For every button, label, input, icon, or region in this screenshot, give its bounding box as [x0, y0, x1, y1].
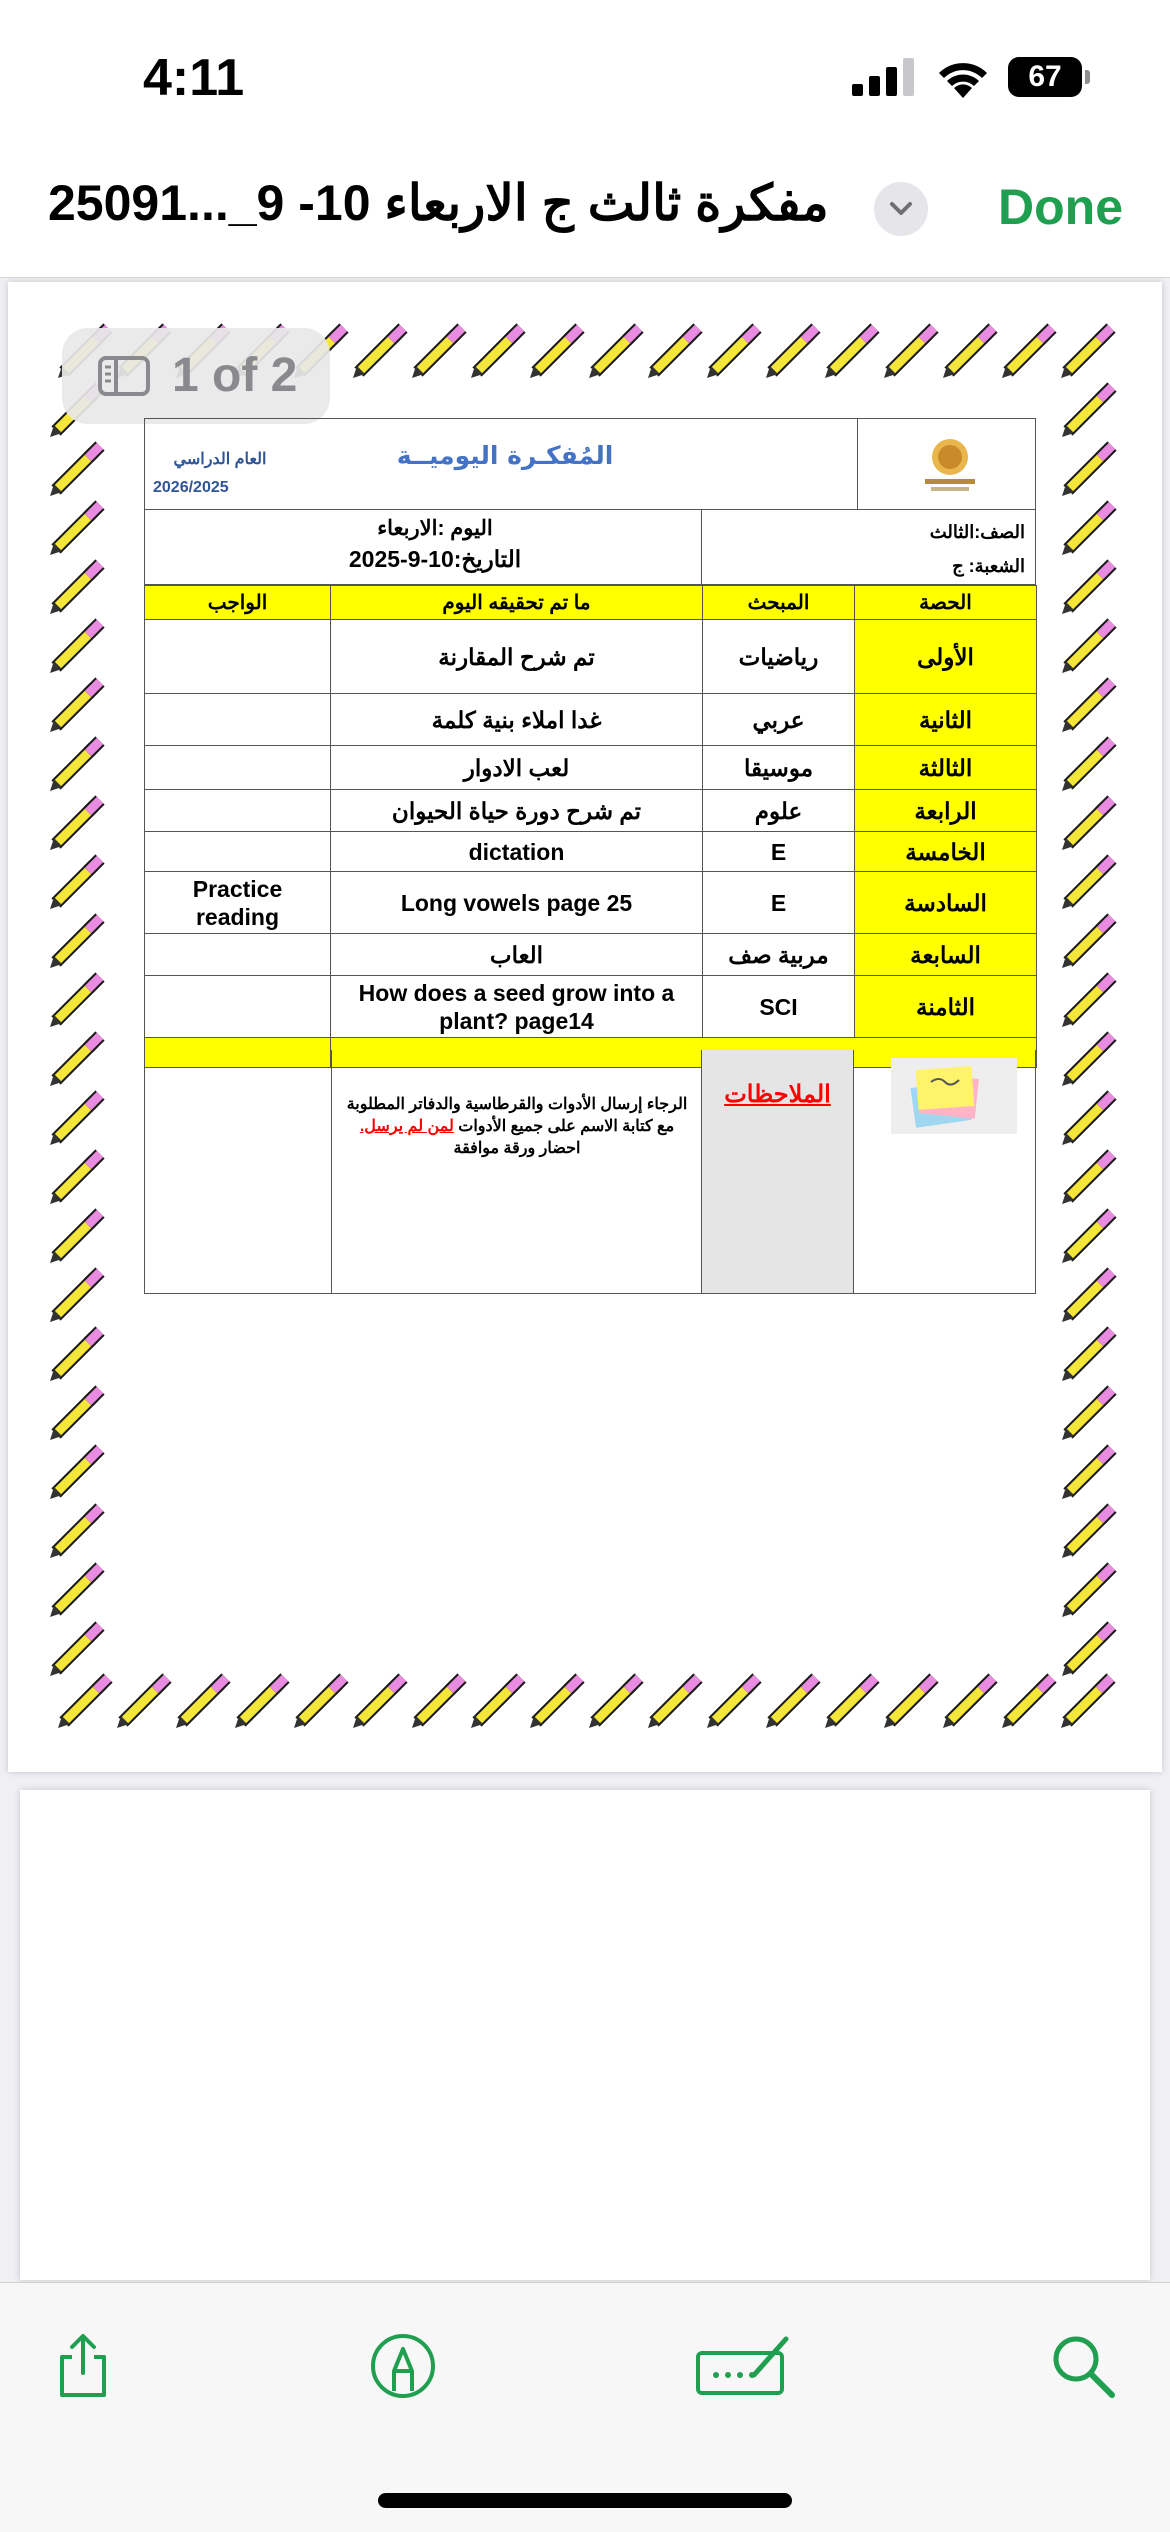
table-row: [145, 832, 1037, 872]
title-menu-button[interactable]: [874, 182, 928, 236]
nav-bar: [0, 150, 1170, 278]
done-cell: لعب الادوار: [331, 746, 703, 790]
pencil-decoration: [1060, 853, 1118, 911]
pencil-decoration: [1060, 1561, 1118, 1619]
school-logo: [905, 429, 995, 499]
notes-divider: [331, 1050, 332, 1293]
pencil-decoration: [1059, 1672, 1117, 1730]
table-row: [145, 934, 1037, 976]
home-indicator: [378, 2493, 792, 2508]
done-button[interactable]: Done: [998, 179, 1123, 235]
table-row: [145, 746, 1037, 790]
pencil-decoration: [1060, 794, 1118, 852]
bottom-toolbar: [0, 2282, 1170, 2532]
battery-tip: [1085, 70, 1090, 84]
pencil-decoration: [48, 794, 106, 852]
academic-year-label: العام الدراسي: [173, 451, 267, 468]
page-indicator[interactable]: [62, 328, 330, 424]
table-row: [145, 976, 1037, 1038]
column-header-subject: المبحث: [703, 586, 855, 620]
done-cell: تم شرح دورة حياة الحيوان: [331, 790, 703, 832]
planner-header: [144, 418, 1036, 510]
subject-cell: علوم: [703, 790, 855, 832]
table-row: [145, 620, 1037, 694]
battery-icon: [1008, 57, 1090, 97]
notes-text: [341, 1094, 693, 1160]
pencil-decoration: [48, 1443, 106, 1501]
pencil-decoration: [705, 322, 763, 380]
subject-cell: E: [703, 832, 855, 872]
pencil-decoration: [410, 1672, 468, 1730]
signature-icon[interactable]: [694, 2331, 794, 2401]
pencil-decoration: [882, 322, 940, 380]
schedule-table: [144, 585, 1037, 1068]
sticky-notes-image: [891, 1058, 1017, 1134]
pencil-decoration: [48, 1148, 106, 1206]
pencil-decoration: [823, 322, 881, 380]
academic-year: 2026/2025: [153, 479, 229, 496]
pencil-decoration: [1060, 912, 1118, 970]
pencil-decoration: [48, 1207, 106, 1265]
done-cell: العاب: [331, 934, 703, 976]
period-cell: الخامسة: [855, 832, 1037, 872]
pencil-decoration: [48, 676, 106, 734]
pencil-decoration: [1060, 499, 1118, 557]
pencil-decoration: [528, 1672, 586, 1730]
pencil-decoration: [1060, 1443, 1118, 1501]
period-cell: الرابعة: [855, 790, 1037, 832]
pencil-decoration: [48, 735, 106, 793]
pencil-decoration: [1060, 735, 1118, 793]
pencil-decoration: [48, 912, 106, 970]
homework-cell: [145, 790, 331, 832]
pencil-decoration: [1060, 1266, 1118, 1324]
pencil-decoration: [48, 1384, 106, 1442]
pencil-decoration: [1060, 381, 1118, 439]
daily-planner-document: [144, 418, 1036, 1312]
pencil-decoration: [351, 322, 409, 380]
page-count: 1 of 2: [172, 349, 298, 402]
pencil-decoration: [1000, 1672, 1058, 1730]
pencil-decoration: [233, 1672, 291, 1730]
pencil-decoration: [48, 440, 106, 498]
pencil-decoration: [646, 322, 704, 380]
pencil-decoration: [1060, 617, 1118, 675]
pencil-decoration: [1060, 1620, 1118, 1678]
period-cell: السادسة: [855, 872, 1037, 934]
date-label: التاريخ:10-9-2025: [348, 546, 522, 572]
pencil-decoration: [48, 1030, 106, 1088]
pencil-decoration: [587, 1672, 645, 1730]
pencil-decoration: [351, 1672, 409, 1730]
pencil-decoration: [56, 1672, 114, 1730]
subject-cell: عربي: [703, 694, 855, 746]
table-row: [145, 694, 1037, 746]
section-label: الشعبة: ج: [952, 556, 1025, 576]
pencil-decoration: [1059, 322, 1117, 380]
pencil-decoration: [469, 322, 527, 380]
done-cell: How does a seed grow into a plant? page14: [331, 976, 703, 1038]
pencil-decoration: [48, 853, 106, 911]
pencil-decoration: [528, 322, 586, 380]
pencil-decoration: [941, 322, 999, 380]
pencil-decoration: [1060, 440, 1118, 498]
document-viewer[interactable]: [0, 278, 1170, 2282]
done-cell: dictation: [331, 832, 703, 872]
pencil-decoration: [705, 1672, 763, 1730]
day-label: اليوم :الاربعاء: [377, 517, 493, 540]
pdf-page-2: [20, 1790, 1150, 2280]
pencil-decoration: [646, 1672, 704, 1730]
pencil-decoration: [764, 1672, 822, 1730]
pencil-decoration: [1060, 1207, 1118, 1265]
signal-icon: [852, 58, 914, 96]
notes-label: الملاحظات: [724, 1081, 831, 1108]
pencil-decoration: [48, 1620, 106, 1678]
sidebar-icon: [98, 356, 150, 396]
wifi-icon: [936, 56, 990, 98]
period-cell: الثالثة: [855, 746, 1037, 790]
pencil-decoration: [48, 1502, 106, 1560]
class-label: الصف:الثالث: [929, 522, 1025, 542]
pencil-decoration: [48, 1089, 106, 1147]
header-divider: [857, 419, 858, 509]
subject-cell: E: [703, 872, 855, 934]
battery-level: 67: [1008, 57, 1082, 97]
pdf-page-1: [8, 282, 1162, 1772]
homework-cell: [145, 934, 331, 976]
pencil-decoration: [1060, 558, 1118, 616]
column-header-homework: الواجب: [145, 586, 331, 620]
table-row: [145, 790, 1037, 832]
pencil-decoration: [1060, 676, 1118, 734]
pencil-decoration: [764, 322, 822, 380]
pencil-decoration: [1060, 1325, 1118, 1383]
pencil-decoration: [1060, 1384, 1118, 1442]
pencil-decoration: [174, 1672, 232, 1730]
status-bar: [0, 0, 1170, 150]
period-cell: الثامنة: [855, 976, 1037, 1038]
pencil-decoration: [1060, 971, 1118, 1029]
info-divider: [701, 510, 702, 584]
notes-line: الرجاء إرسال الأدوات والقرطاسية والدفاتر المطلوبة: [346, 1096, 688, 1113]
pencil-decoration: [1060, 1089, 1118, 1147]
document-title[interactable]: مفكرة ثالث ج الاربعاء 10- 9_...25091: [48, 175, 829, 231]
subject-cell: مربية صف: [703, 934, 855, 976]
pencil-decoration: [1060, 1030, 1118, 1088]
pencil-decoration: [410, 322, 468, 380]
subject-cell: SCI: [703, 976, 855, 1038]
period-cell: الثانية: [855, 694, 1037, 746]
pencil-decoration: [292, 1672, 350, 1730]
homework-cell: [145, 746, 331, 790]
table-header-row: [145, 586, 1037, 620]
notes-highlight: لمن لم يرسل.: [359, 1118, 454, 1135]
notes-line-text: مع كتابة الاسم على جميع الأدوات: [453, 1118, 675, 1135]
pencil-decoration: [1060, 1502, 1118, 1560]
subject-cell: رياضيات: [703, 620, 855, 694]
pencil-decoration: [587, 322, 645, 380]
pencil-decoration: [1000, 322, 1058, 380]
pencil-decoration: [48, 971, 106, 1029]
pencil-decoration: [48, 1325, 106, 1383]
share-icon[interactable]: [48, 2331, 118, 2401]
homework-cell: [145, 832, 331, 872]
pencil-decoration: [1060, 1148, 1118, 1206]
status-time: 4:11: [143, 49, 245, 107]
period-cell: الأولى: [855, 620, 1037, 694]
notes-line: احضار ورقة موافقة: [453, 1140, 581, 1157]
pencil-decoration: [48, 499, 106, 557]
homework-cell: [145, 976, 331, 1038]
done-cell: Long vowels page 25: [331, 872, 703, 934]
done-cell: غدا املاء بنية كلمة: [331, 694, 703, 746]
table-row: [145, 872, 1037, 934]
planner-title: المُفكـرة اليوميــة: [396, 441, 614, 470]
notes-line: [341, 1116, 693, 1138]
markup-icon[interactable]: [368, 2331, 438, 2401]
subject-cell: موسيقا: [703, 746, 855, 790]
search-icon[interactable]: [1048, 2331, 1118, 2401]
chevron-down-icon: [874, 182, 928, 236]
pencil-decoration: [882, 1672, 940, 1730]
done-cell: تم شرح المقارنة: [331, 620, 703, 694]
notes-section: [144, 1050, 1036, 1294]
pencil-decoration: [48, 558, 106, 616]
pencil-decoration: [48, 1561, 106, 1619]
pencil-decoration: [823, 1672, 881, 1730]
column-header-period: الحصة: [855, 586, 1037, 620]
column-header-done: ما تم تحقيقه اليوم: [331, 586, 703, 620]
homework-cell: [145, 620, 331, 694]
homework-cell: [145, 694, 331, 746]
pencil-decoration: [941, 1672, 999, 1730]
planner-info: [144, 510, 1036, 585]
pencil-decoration: [115, 1672, 173, 1730]
notes-divider: [853, 1050, 854, 1293]
pencil-decoration: [48, 617, 106, 675]
pencil-decoration: [469, 1672, 527, 1730]
period-cell: السابعة: [855, 934, 1037, 976]
pencil-decoration: [48, 1266, 106, 1324]
homework-cell: Practice reading: [145, 872, 331, 934]
